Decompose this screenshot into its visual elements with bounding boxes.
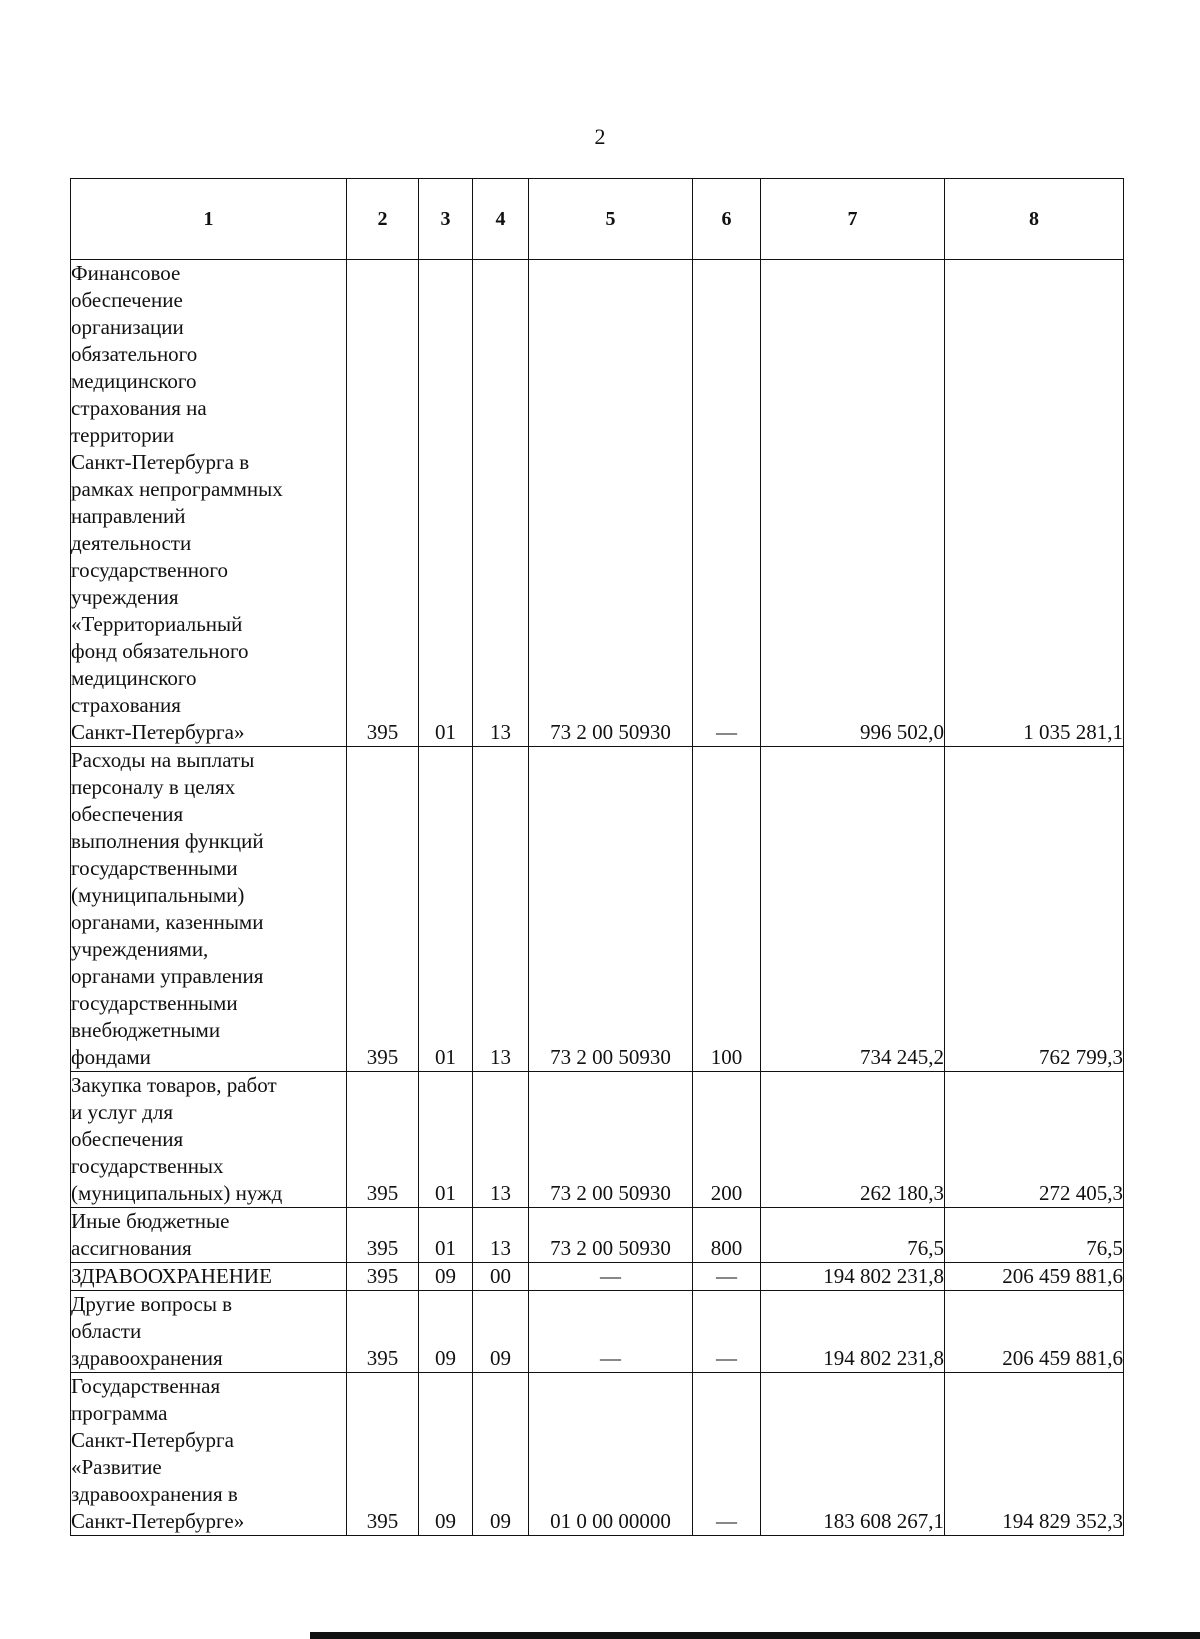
- description-line: персоналу в целях: [71, 775, 236, 799]
- description-line: государственными: [71, 856, 238, 880]
- cell-admin-code: 395: [347, 1291, 419, 1373]
- cell-admin-code: 395: [347, 747, 419, 1072]
- cell-expense-type: 100: [693, 747, 761, 1072]
- cell-description: [71, 1208, 347, 1263]
- description-line: организации: [71, 315, 184, 339]
- cell-subsection: 00: [473, 1263, 529, 1291]
- cell-target-article: 73 2 00 50930: [529, 747, 693, 1072]
- cell-description: [71, 1263, 347, 1291]
- description-line: ЗДРАВООХРАНЕНИЕ: [71, 1264, 272, 1288]
- cell-target-article: 73 2 00 50930: [529, 1208, 693, 1263]
- header-col-4: 4: [473, 179, 529, 260]
- description-line: учреждениями,: [71, 937, 209, 961]
- cell-description: [71, 1072, 347, 1208]
- page-number: 2: [594, 124, 606, 149]
- description-line: (муниципальных) нужд: [71, 1181, 283, 1205]
- cell-subsection: 13: [473, 260, 529, 747]
- description-line: здравоохранения: [71, 1346, 223, 1370]
- header-col-2: 2: [347, 179, 419, 260]
- cell-target-article: 73 2 00 50930: [529, 260, 693, 747]
- description-line: страхования: [71, 693, 181, 717]
- description-line: здравоохранения в: [71, 1482, 238, 1506]
- description-line: учреждения: [71, 585, 179, 609]
- cell-subsection: 13: [473, 1072, 529, 1208]
- cell-section: 09: [419, 1263, 473, 1291]
- description-line: области: [71, 1319, 142, 1343]
- cell-description: [71, 260, 347, 747]
- table-header-row: [71, 179, 1124, 260]
- description-line: рамках непрограммных: [71, 477, 283, 501]
- cell-amount-year-1: 734 245,2: [761, 747, 945, 1072]
- description-line: обеспечения: [71, 802, 184, 826]
- cell-amount-year-1: 996 502,0: [761, 260, 945, 747]
- description-line: Санкт-Петербурга в: [71, 450, 250, 474]
- cell-admin-code: 395: [347, 1373, 419, 1536]
- cell-admin-code: 395: [347, 1072, 419, 1208]
- description-line: Государственная: [71, 1374, 221, 1398]
- cell-admin-code: 395: [347, 1263, 419, 1291]
- table-row: [71, 1263, 1124, 1291]
- header-col-8: 8: [945, 179, 1124, 260]
- table-body: [71, 260, 1124, 1536]
- header-col-5: 5: [529, 179, 693, 260]
- header-col-3: 3: [419, 179, 473, 260]
- description-line: выполнения функций: [71, 829, 264, 853]
- description-line: фондами: [71, 1045, 151, 1069]
- cell-expense-type: —: [693, 1291, 761, 1373]
- cell-amount-year-2: 194 829 352,3: [945, 1373, 1124, 1536]
- description-line: государственными: [71, 991, 238, 1015]
- table-row: [71, 1291, 1124, 1373]
- cell-amount-year-2: 206 459 881,6: [945, 1263, 1124, 1291]
- description-line: внебюджетными: [71, 1018, 221, 1042]
- cell-amount-year-2: 762 799,3: [945, 747, 1124, 1072]
- description-line: медицинского: [71, 666, 197, 690]
- bottom-scan-rule: [310, 1632, 1200, 1639]
- description-line: органами управления: [71, 964, 264, 988]
- description-line: обязательного: [71, 342, 198, 366]
- table-row: [71, 260, 1124, 747]
- cell-admin-code: 395: [347, 1208, 419, 1263]
- cell-expense-type: —: [693, 260, 761, 747]
- description-line: направлений: [71, 504, 186, 528]
- description-line: ассигнования: [71, 1236, 192, 1260]
- header-col-1: 1: [71, 179, 347, 260]
- cell-target-article: 01 0 00 00000: [529, 1373, 693, 1536]
- description-line: Иные бюджетные: [71, 1209, 230, 1233]
- cell-subsection: 13: [473, 1208, 529, 1263]
- cell-expense-type: 800: [693, 1208, 761, 1263]
- table-row: [71, 1373, 1124, 1536]
- description-line: фонд обязательного: [71, 639, 249, 663]
- cell-section: 09: [419, 1373, 473, 1536]
- cell-section: 01: [419, 1208, 473, 1263]
- cell-amount-year-1: 76,5: [761, 1208, 945, 1263]
- description-line: территории: [71, 423, 175, 447]
- cell-target-article: 73 2 00 50930: [529, 1072, 693, 1208]
- cell-subsection: 09: [473, 1291, 529, 1373]
- description-line: «Территориальный: [71, 612, 243, 636]
- cell-section: 01: [419, 747, 473, 1072]
- cell-expense-type: 200: [693, 1072, 761, 1208]
- description-line: и услуг для: [71, 1100, 173, 1124]
- table-row: [71, 747, 1124, 1072]
- description-line: деятельности: [71, 531, 192, 555]
- description-line: Расходы на выплаты: [71, 748, 255, 772]
- description-line: Санкт-Петербурга: [71, 1428, 234, 1452]
- description-line: страхования на: [71, 396, 207, 420]
- cell-expense-type: —: [693, 1373, 761, 1536]
- cell-description: [71, 1291, 347, 1373]
- cell-amount-year-2: 206 459 881,6: [945, 1291, 1124, 1373]
- description-line: (муниципальными): [71, 883, 245, 907]
- header-col-6: 6: [693, 179, 761, 260]
- description-line: Санкт-Петербурге»: [71, 1509, 245, 1533]
- cell-amount-year-1: 194 802 231,8: [761, 1263, 945, 1291]
- cell-section: 01: [419, 260, 473, 747]
- cell-description: [71, 1373, 347, 1536]
- cell-subsection: 09: [473, 1373, 529, 1536]
- cell-subsection: 13: [473, 747, 529, 1072]
- cell-expense-type: —: [693, 1263, 761, 1291]
- cell-target-article: —: [529, 1263, 693, 1291]
- cell-section: 09: [419, 1291, 473, 1373]
- description-line: Санкт-Петербурга»: [71, 720, 245, 744]
- description-line: обеспечения: [71, 1127, 184, 1151]
- cell-admin-code: 395: [347, 260, 419, 747]
- description-line: Закупка товаров, работ: [71, 1073, 277, 1097]
- description-line: Финансовое: [71, 261, 181, 285]
- description-line: Другие вопросы в: [71, 1292, 233, 1316]
- description-line: государственного: [71, 558, 229, 582]
- cell-amount-year-2: 1 035 281,1: [945, 260, 1124, 747]
- description-line: государственных: [71, 1154, 224, 1178]
- cell-amount-year-2: 76,5: [945, 1208, 1124, 1263]
- table-row: [71, 1072, 1124, 1208]
- budget-table: [70, 178, 1124, 1536]
- cell-amount-year-1: 183 608 267,1: [761, 1373, 945, 1536]
- table-row: [71, 1208, 1124, 1263]
- cell-amount-year-1: 262 180,3: [761, 1072, 945, 1208]
- header-col-7: 7: [761, 179, 945, 260]
- description-line: медицинского: [71, 369, 197, 393]
- description-line: органами, казенными: [71, 910, 264, 934]
- description-line: обеспечение: [71, 288, 183, 312]
- description-line: «Развитие: [71, 1455, 162, 1479]
- cell-section: 01: [419, 1072, 473, 1208]
- cell-amount-year-1: 194 802 231,8: [761, 1291, 945, 1373]
- cell-description: [71, 747, 347, 1072]
- description-line: программа: [71, 1401, 168, 1425]
- cell-amount-year-2: 272 405,3: [945, 1072, 1124, 1208]
- cell-target-article: —: [529, 1291, 693, 1373]
